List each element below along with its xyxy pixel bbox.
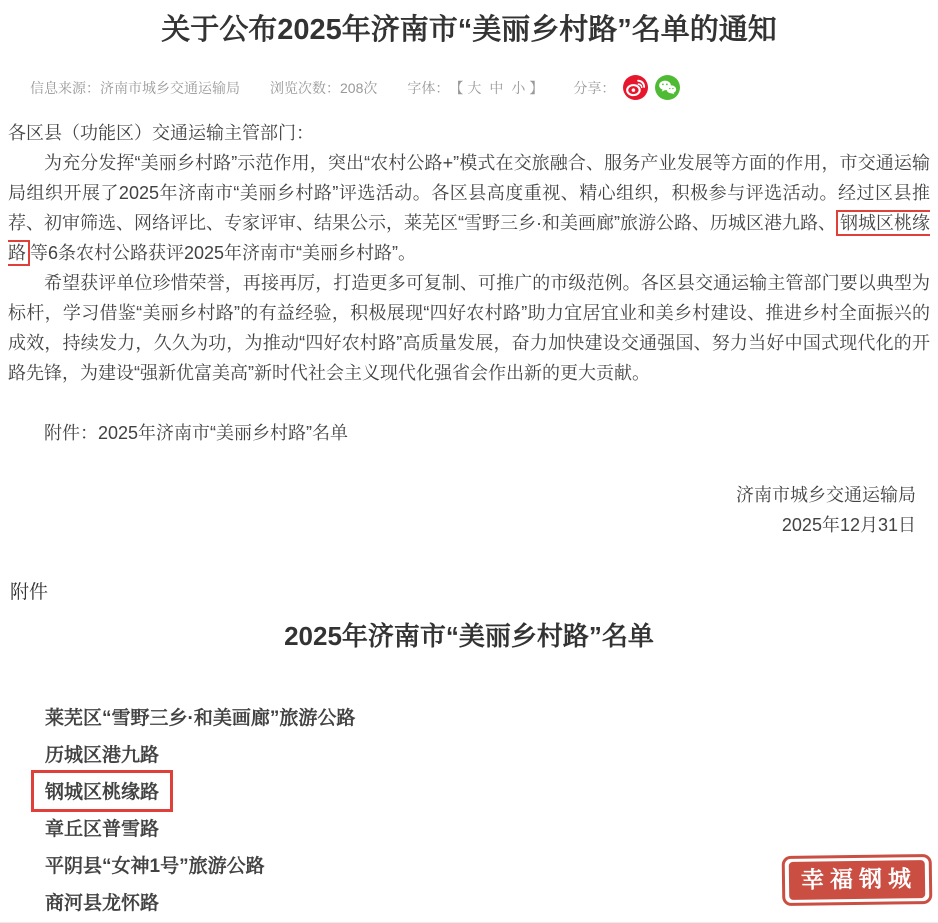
attachment-label: 附件 xyxy=(10,582,49,603)
highlighted-road-inline: 钢城区桃缘路 xyxy=(8,210,930,266)
signature-block xyxy=(8,480,930,540)
road-list-item xyxy=(45,735,938,772)
attachment-title: 2025年济南市“美丽乡村路”名单 xyxy=(284,621,654,651)
font-bracket-open: 【 xyxy=(449,79,464,96)
weibo-share-icon[interactable] xyxy=(623,75,648,100)
road-name: 平阴县“女神1号”旅游公路 xyxy=(45,856,265,877)
font-size-large-button[interactable]: 大 xyxy=(467,79,482,96)
font-size-control xyxy=(407,78,543,98)
view-count xyxy=(270,78,377,98)
view-count-value: 208次 xyxy=(340,79,378,96)
font-size-medium-button[interactable]: 中 xyxy=(489,79,504,96)
font-bracket-close: 】 xyxy=(529,79,544,96)
meta-bar xyxy=(30,75,938,100)
share-icons xyxy=(623,75,680,100)
stamp-text: 幸福钢城 xyxy=(789,860,926,900)
wechat-share-icon[interactable] xyxy=(655,75,680,100)
road-name: 莱芜区“雪野三乡·和美画廊”旅游公路 xyxy=(45,708,356,729)
font-size-label: 字体： xyxy=(407,79,450,96)
attachment-reference: 附件：2025年济南市“美丽乡村路”名单 xyxy=(44,423,349,443)
view-count-label: 浏览次数： xyxy=(270,79,340,96)
road-list-item-highlighted xyxy=(45,772,938,809)
font-size-small-button[interactable]: 小 xyxy=(511,79,526,96)
info-source-value: 济南市城乡交通运输局 xyxy=(100,79,240,96)
salutation: 各区县（功能区）交通运输主管部门： xyxy=(8,123,314,143)
road-name: 历城区港九路 xyxy=(45,745,160,766)
paragraph-1-tail: 等6条农村公路获评2025年济南市“美丽乡村路”。 xyxy=(30,243,417,263)
road-name: 商河县龙怀路 xyxy=(45,893,160,914)
road-list-item xyxy=(45,809,938,846)
signature-org: 济南市城乡交通运输局 xyxy=(736,485,916,505)
paragraph-1-text: 为充分发挥“美丽乡村路”示范作用，突出“农村公路+”模式在交旅融合、服务产业发展等方面的作用，市交通运输局组织开展了2025年济南市“美丽乡村路”评选活动。各区县高度重视、精心组织，积极参与评选活动。经过区县推荐、初审筛选、网络评比、专家评审、结果公示，莱芜区“雪野三乡·和美画廊”旅游公路、历城区港九路、 xyxy=(8,153,930,233)
paragraph-1 xyxy=(8,148,930,268)
happy-steel-city-stamp xyxy=(782,854,933,906)
info-source xyxy=(30,78,240,98)
page-title: 关于公布2025年济南市“美丽乡村路”名单的通知 xyxy=(161,14,777,46)
road-name-highlighted: 钢城区桃缘路 xyxy=(31,770,173,812)
paragraph-2: 希望获评单位珍惜荣誉，再接再厉，打造更多可复制、可推广的市级范例。各区县交通运输主管部门要以典型为标杆，学习借鉴“美丽乡村路”的有益经验，积极展现“四好农村路”助力宜居宜业和美乡村建设、推进乡村全面振兴的成效，持续发力，久久为功，为推动“四好农村路”高质量发展，奋力加快建设交通强国、努力当好中国式现代化的开路先锋，为建设“强新优富美高”新时代社会主义现代化强省会作出新的更大贡献。 xyxy=(8,273,930,383)
signature-date: 2025年12月31日 xyxy=(781,515,916,535)
share-label: 分享： xyxy=(573,79,616,96)
info-source-label: 信息来源： xyxy=(30,79,100,96)
stamp-frame xyxy=(782,854,933,906)
notice-body xyxy=(8,118,930,540)
share-label-wrap xyxy=(573,78,615,98)
road-name: 章丘区普雪路 xyxy=(45,819,160,840)
road-list-item xyxy=(45,698,938,735)
